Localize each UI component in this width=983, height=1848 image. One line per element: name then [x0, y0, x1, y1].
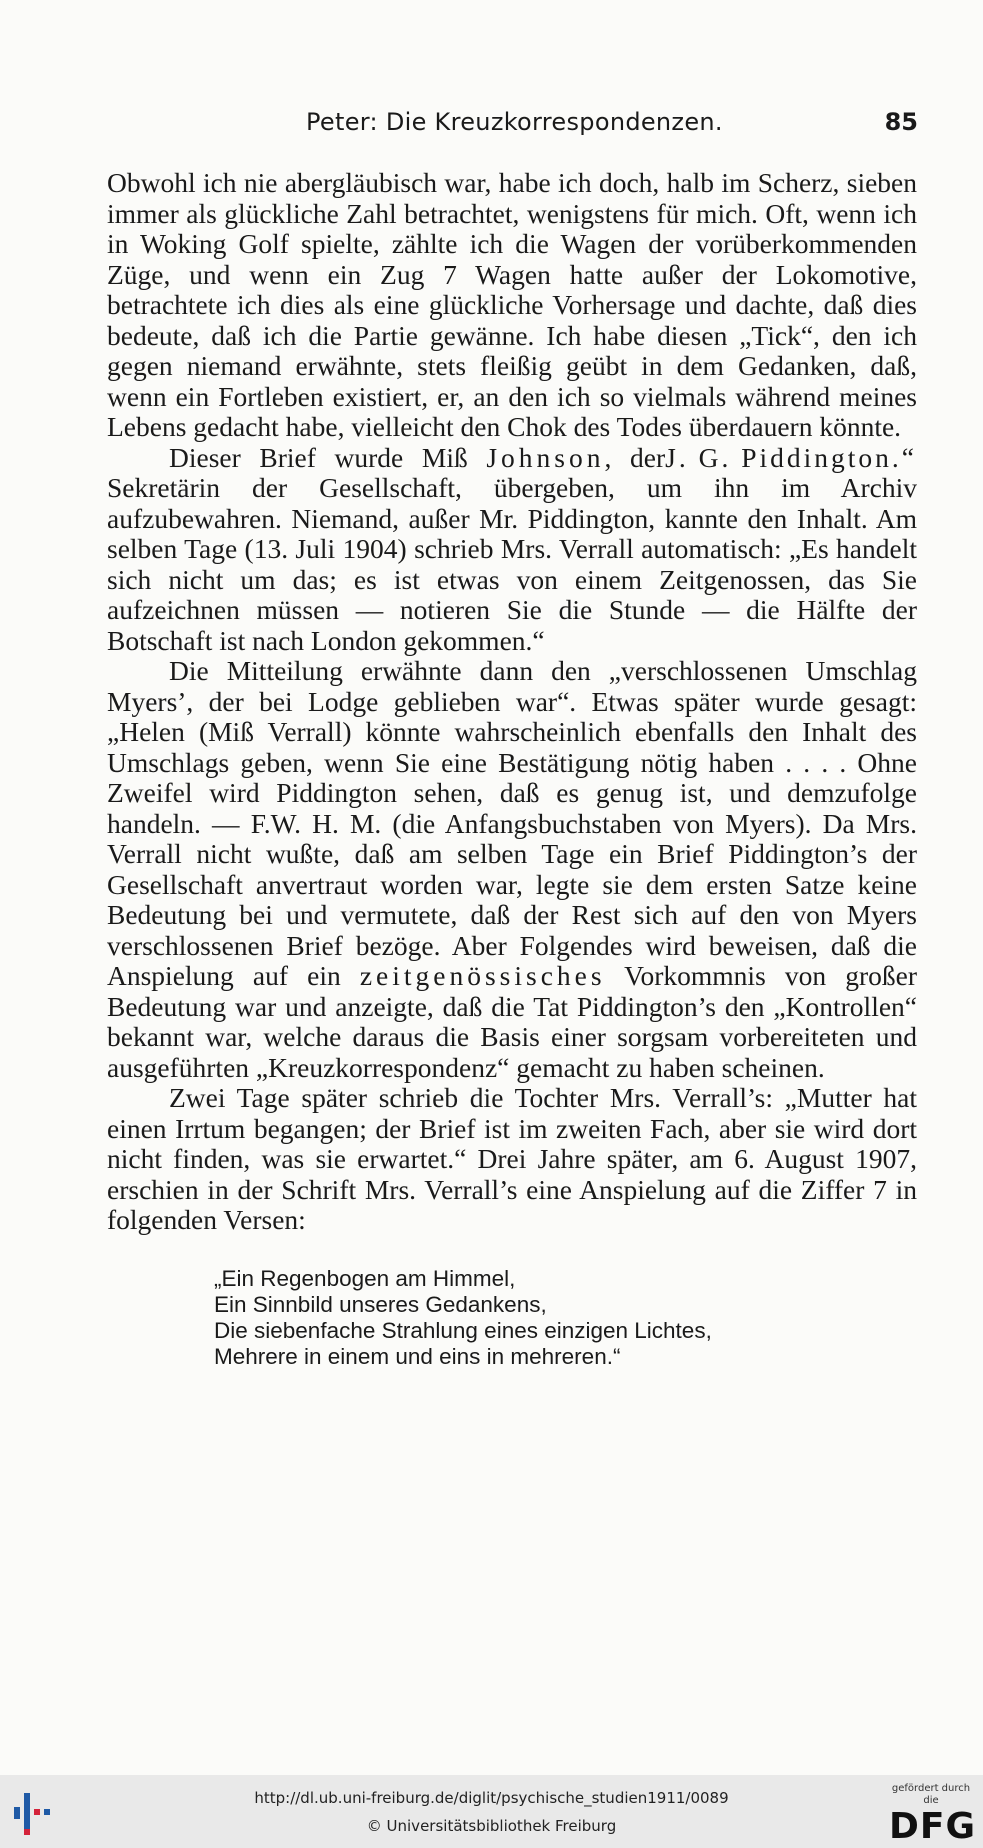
poem-line: Mehrere in einem und eins in mehreren.“ — [214, 1343, 621, 1369]
signature: J. G. Piddington.“ — [665, 441, 917, 473]
paragraph-text: Dieser Brief wurde Miß — [169, 441, 487, 473]
poem-line: Ein Sinnbild unseres Gedankens, — [214, 1291, 547, 1317]
copyright-text: © Universitätsbibliothek Freiburg — [366, 1817, 617, 1835]
running-head — [108, 108, 918, 148]
poem — [214, 1266, 917, 1370]
source-url-link[interactable]: http://dl.ub.uni-freiburg.de/diglit/psychische_studien1911/0089 — [254, 1789, 729, 1807]
paragraph-text: Zwei Tage später schrieb die Tochter Mrs. Verrall’s: „Mutter hat einen Irrtum begangen; der Brief ist im zweiten Fach, aber sie wird dort nicht finden, was sie erwartet.“ Drei Jahre später, am 6. August 1907, erschien in der Schrift Mrs. Verrall’s eine Anspielung auf die Ziffer 7 in folgenden Versen: — [107, 1082, 917, 1235]
dfg-logo: DFG — [889, 1806, 977, 1847]
dfg-funding-logo — [889, 1783, 977, 1847]
paragraph — [107, 656, 917, 1083]
paragraph — [107, 1083, 917, 1236]
dfg-caption: gefördert durch die — [891, 1783, 971, 1806]
paragraph-text: Die Mitteilung erwähnte dann den „verschlossenen Umschlag Myers’, der bei Lodge geblieben war“. Etwas später wurde gesagt: „Helen (Miß Verrall) könnte wahrscheinlich ebenfalls den Inhalt des Umschlags geben, wenn Sie eine Bestätigung nötig haben . . . . Ohne Zweifel wird Piddington sehen, daß es genug ist, und demzufolge handeln. — F.W. H. M. (die Anfangsbuchstaben von Myers). Da Mrs. Verrall nicht wußte, daß am selben Tage ein Brief Piddington’s der Gesellschaft anvertraut worden war, legte sie dem ersten Satze keine Bedeutung bei und vermutete, daß der Rest sich auf den von Myers verschlossenen Brief bezöge. Aber Folgendes wird beweisen, daß die Anspielung auf ein — [107, 655, 917, 991]
page-number: 85 — [884, 108, 918, 136]
body-text — [107, 168, 917, 1370]
poem-line: Die siebenfache Strahlung eines einzigen Lichtes, — [214, 1317, 712, 1343]
running-title: Peter: Die Kreuzkorrespondenzen. — [306, 108, 723, 136]
footer-bar — [0, 1775, 983, 1848]
poem-line: „Ein Regenbogen am Himmel, — [214, 1265, 516, 1291]
paragraph-text: Obwohl ich nie abergläubisch war, habe ich doch, halb im Scherz, sieben immer als glückliche Zahl betrachtet, wenigstens für mich. Oft, wenn ich in Woking Golf spielte, zählte ich die Wagen der vorüberkommenden Züge, und wenn ein Zug 7 Wagen hatte außer der Lokomotive, betrachtete ich dies als eine glückliche Vorhersage und dachte, daß dies bedeute, daß ich die Partie gewänne. Ich habe diesen „Tick“, den ich gegen niemand erwähnte, stets fleißig geübt in dem Gedanken, daß, wenn ein Fortleben existiert, er, an den ich so vielmals während meines Lebens gedacht habe, vielleicht den Chok des Todes überdauern könnte. — [107, 167, 917, 442]
paragraph-text: Vorkommnis von großer Bedeutung war und anzeigte, daß die Tat Piddington’s den „Kontrollen“ bekannt war, welche daraus die Basis einer sorgsam vorbereiteten und ausgeführten „Kreuzkorrespondenz“ gemacht zu haben scheinen. — [107, 960, 917, 1083]
paragraph-text: , der Sekretärin der Gesellschaft, übergeben, um ihn im Archiv aufzubewahren. Niemand, außer Mr. Piddington, kannte den Inhalt. Am selben Tage (13. Juli 1904) schrieb Mrs. Verrall automatisch: „Es handelt sich nicht um das; es ist etwas von einem Zeitgenossen, das Sie aufzeichnen müssen — notieren Sie die Stunde — die Hälfte der Botschaft ist nach London gekommen.“ — [107, 441, 917, 656]
spaced-name: Johnson — [486, 441, 605, 473]
spaced-word: zeitgenössisches — [359, 960, 606, 991]
paragraph — [107, 443, 917, 657]
